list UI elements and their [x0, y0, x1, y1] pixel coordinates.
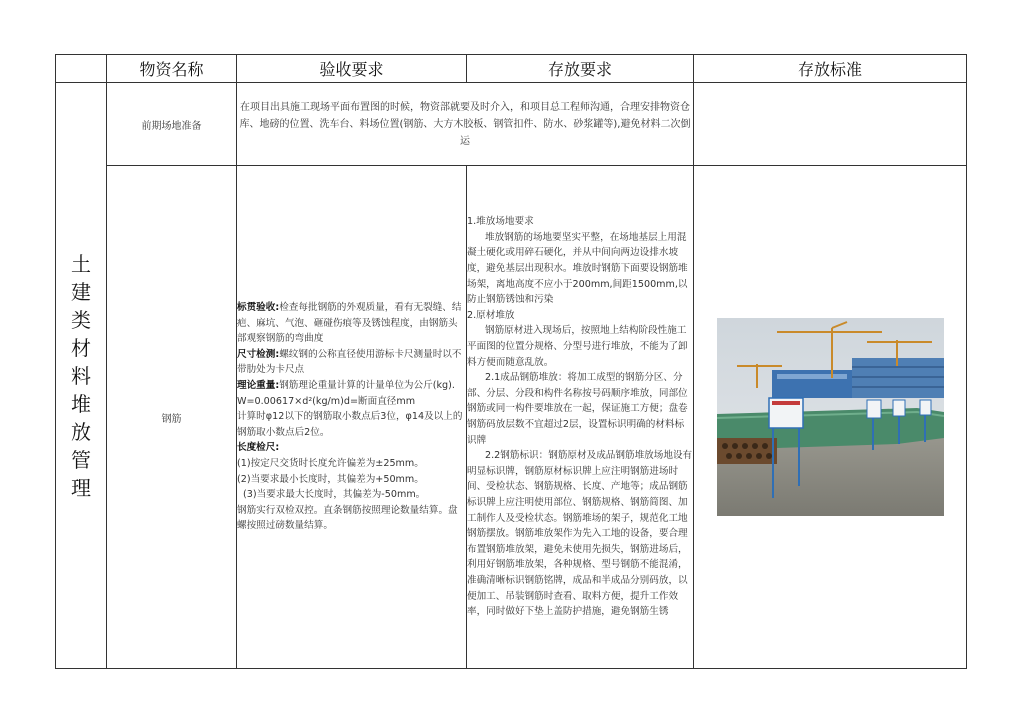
table-row: [56, 166, 967, 669]
storage-paragraph-1: 堆放钢筋的场地要坚实平整，在场地基层上用混凝土硬化或用碎石硬化，并从中间向两边设排水坡度，避免基层出现积水。堆放时钢筋下面要设钢筋堆场架，离地高度不应小于200mm,间距1500mm,以防止钢筋锈蚀和污染: [467, 231, 688, 306]
accept-length-3: (3)当要求最大长度时，其偏差为-50mm。: [243, 489, 426, 501]
header-storage-standard: 存放标准: [694, 55, 967, 83]
header-acceptance: 验收要求: [237, 55, 467, 83]
table-row: [56, 83, 967, 166]
rebar-yard-illustration: [717, 318, 944, 516]
accept-size-text: 螺纹钢的公称直径使用游标卡尺测量时以不带肋处为卡尺点: [237, 348, 462, 376]
prep-name: 前期场地准备: [107, 83, 237, 166]
accept-weight-label: 理论重量:: [237, 380, 280, 392]
section-title-cell: [56, 83, 107, 669]
storage-paragraph-4: 2.2钢筋标识：钢筋原材及成品钢筋堆放场地设有明显标识牌，钢筋原材标识牌上应注明钢筋进场时间、受检状态、钢筋规格、长度、产地等；成品钢筋标识牌上应注明使用部位、钢筋规格、钢筋简图、加工制作人及受检状态。钢筋堆场的架子，规范化工地钢筋摆放。钢筋堆放架作为先入工地的设备，要合理布置钢筋堆放架，避免未使用先损失，钢筋进场后，利用好钢筋堆放架，各种规格、型号钢筋不能混淆，准确清晰标识钢筋铭牌，成品和半成品分别码放，以便加工、吊装钢筋时查看、取料方便，提升工作效率，同时做好下垫上盖防护措施，避免钢筋生锈: [467, 450, 693, 618]
rebar-storage-photo: [717, 318, 944, 516]
header-material-name: 物资名称: [107, 55, 237, 83]
section-title: 土建类材料堆放管理: [71, 251, 91, 500]
header-storage-requirements: 存放要求: [467, 55, 694, 83]
accept-appearance-text: 检查每批钢筋的外观质量，看有无裂缝、结疤、麻坑、气泡、砸碰伤痕等及锈蚀程度，由钢筋头部观察钢筋的弯曲度: [237, 302, 462, 345]
accept-final: 钢筋实行双检双控。直条钢筋按照理论数量结算。盘螺按照过磅数量结算。: [237, 504, 458, 532]
rebar-name: 钢筋: [107, 166, 237, 669]
storage-heading-1: 1.堆放场地要求: [467, 216, 534, 228]
accept-calc: 计算时φ12以下的钢筋取小数点后3位，φ14及以上的钢筋取小数点后2位。: [237, 411, 463, 438]
rebar-storage: [467, 166, 694, 669]
accept-length-2: (2)当要求最小长度时，其偏差为+50mm。: [237, 473, 424, 485]
accept-weight-text: 钢筋理论重量计算的计量单位为公斤(kg).: [279, 380, 455, 392]
header-row: [56, 55, 967, 83]
accept-length-1: (1)按定尺交货时长度允许偏差为±25mm。: [237, 457, 424, 469]
rebar-standard-photo-cell: [694, 166, 967, 669]
material-table: [55, 54, 967, 669]
rebar-acceptance: [237, 166, 467, 669]
accept-formula: W=0.00617×d²(kg/m)d=断面直径mm: [237, 395, 416, 407]
accept-size-label: 尺寸检测:: [237, 348, 280, 360]
accept-appearance-label: 标贯验收:: [237, 302, 280, 314]
storage-paragraph-2: 钢筋原材进入现场后，按照地上结构阶段性施工平面图的位置分规格、分型号进行堆放，不能为了卸料方便而随意乱放。: [467, 325, 688, 368]
prep-standard-empty: [694, 83, 967, 166]
storage-paragraph-3: 2.1成品钢筋堆放：将加工成型的钢筋分区、分部、分层、分段和构件名称按号码顺序堆放，同部位钢筋或同一构件要堆放在一起，保证施工方便；盘卷钢筋码放层数不宜超过2层，设置标识明确的材料标识牌: [467, 372, 688, 446]
prep-description: 在项目出具施工现场平面布置图的时候，物资部就要及时介入，和项目总工程师沟通，合理安排物资仓库、地磅的位置、洗车台、料场位置(钢筋、大方木胶板、钢管扣件、防水、砂浆罐等),避免材料二次倒运: [237, 83, 694, 166]
storage-heading-2: 2.原材堆放: [467, 309, 515, 321]
accept-length-label: 长度检尺:: [237, 442, 280, 454]
header-section: [56, 55, 107, 83]
